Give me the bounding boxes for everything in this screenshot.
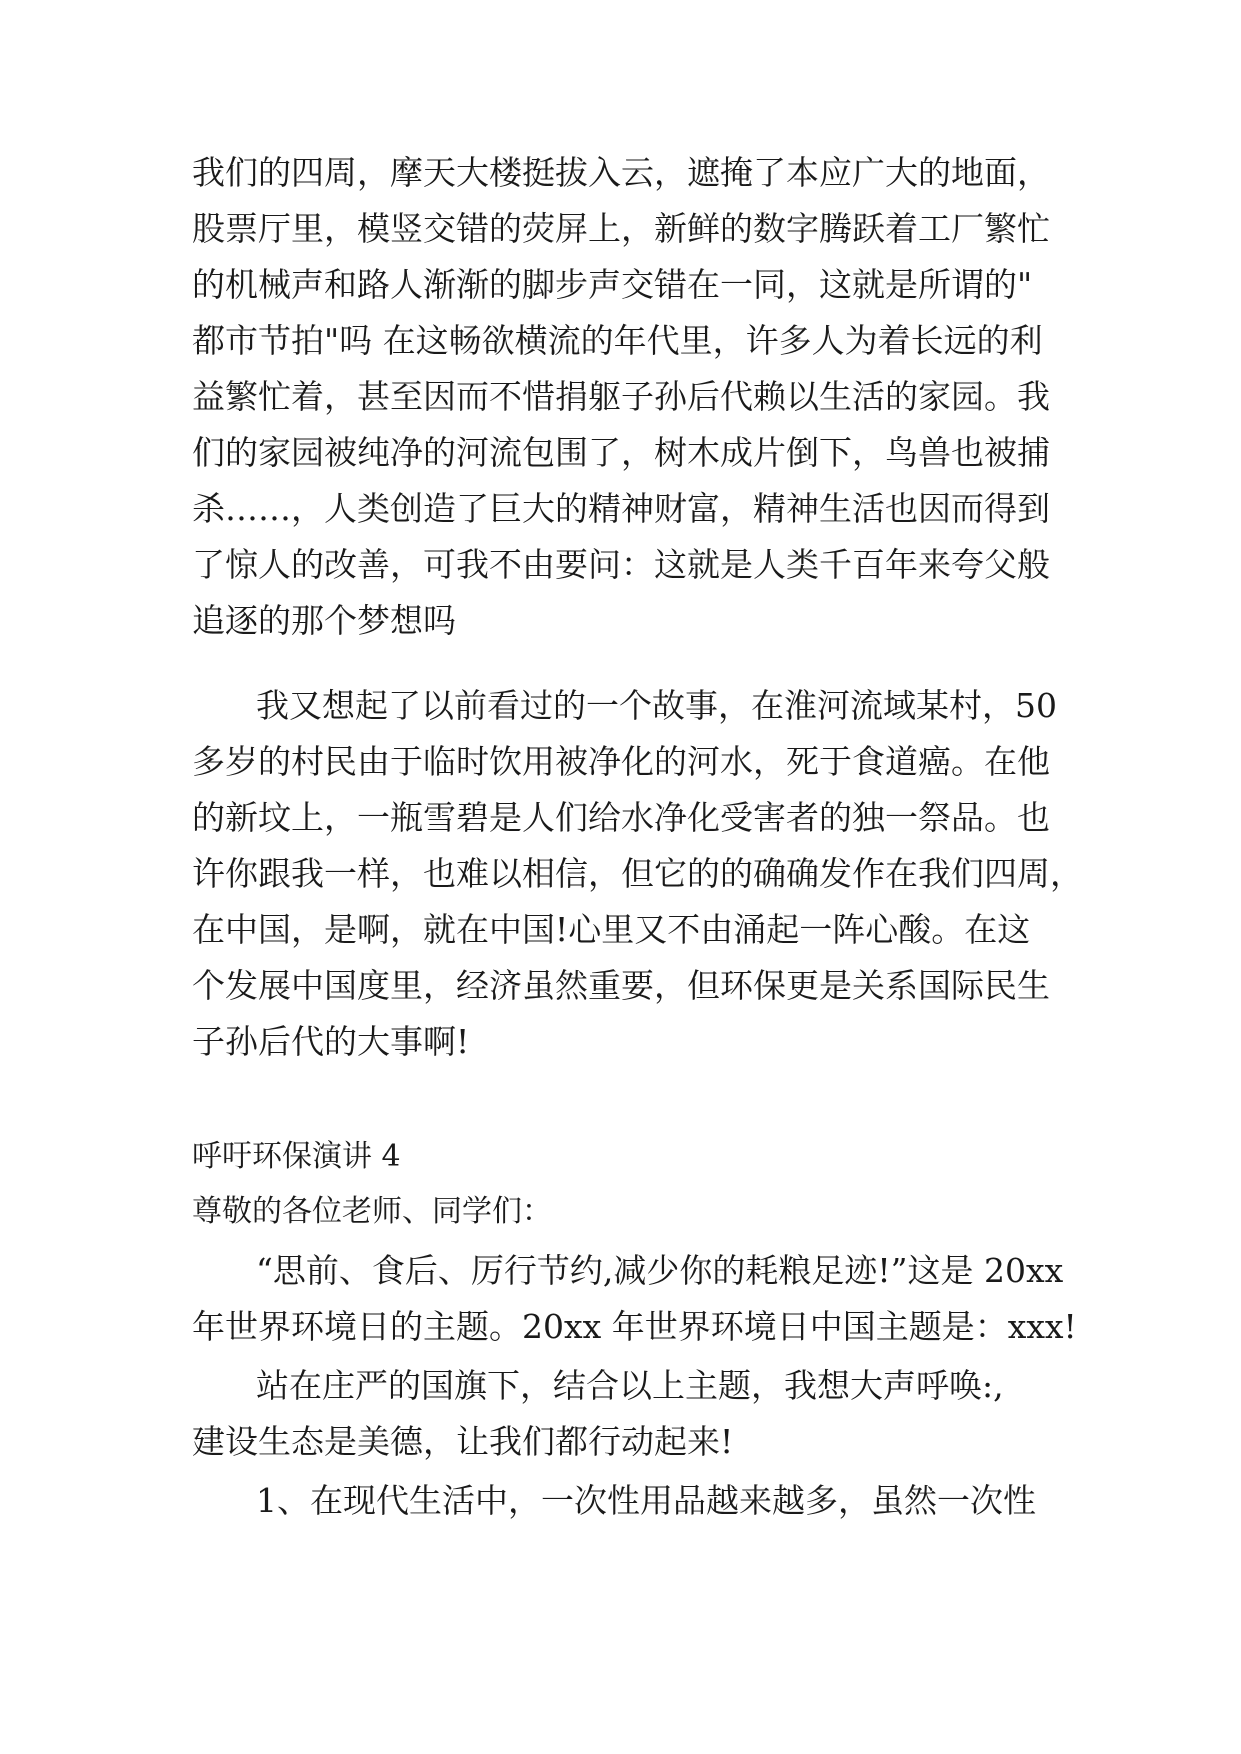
paragraph-2-line: 个发展中国度里，经济虽然重要，但环保更是关系国际民生 [192,966,1050,1005]
paragraph-5-line: 1、在现代生活中，一次性用品越来越多，虽然一次性 [256,1481,1036,1520]
paragraph-2-line: 许你跟我一样，也难以相信，但它的的确确发作在我们四周， [192,854,1083,893]
paragraph-2-line: 在中国，是啊，就在中国!心里又不由涌起一阵心酸。在这 [192,910,1031,949]
paragraph-1-line: 的机械声和路人渐渐的脚步声交错在一同，这就是所谓的" [192,265,1033,304]
paragraph-1-line: 追逐的那个梦想吗 [192,601,456,640]
paragraph-2-line: 我又想起了以前看过的一个故事，在淮河流域某村，50 [256,686,1057,725]
paragraph-4-line: 建设生态是美德，让我们都行动起来! [192,1422,734,1461]
paragraph-1-line: 我们的四周，摩天大楼挺拔入云，遮掩了本应广大的地面， [192,153,1050,192]
section-title: 呼吁环保演讲 4 [192,1139,401,1174]
paragraph-1-line: 了惊人的改善，可我不由要问：这就是人类千百年来夸父般 [192,545,1050,584]
paragraph-3-line: “思前、食后、厉行节约,减少你的耗粮足迹!”这是 20xx [256,1251,1064,1290]
paragraph-2-line: 子孙后代的大事啊! [192,1022,470,1061]
paragraph-3-line: 年世界环境日的主题。20xx 年世界环境日中国主题是：xxx! [192,1307,1077,1346]
paragraph-1-line: 杀……，人类创造了巨大的精神财富，精神生活也因而得到 [192,489,1050,528]
paragraph-1-line: 益繁忙着，甚至因而不惜捐躯子孙后代赖以生活的家园。我 [192,377,1050,416]
paragraph-4-line: 站在庄严的国旗下，结合以上主题，我想大声呼唤:, [256,1366,1004,1405]
salutation: 尊敬的各位老师、同学们： [192,1194,552,1229]
paragraph-1-line: 都市节拍"吗 在这畅欲横流的年代里，许多人为着长远的利 [192,321,1043,360]
paragraph-1-line: 们的家园被纯净的河流包围了，树木成片倒下，鸟兽也被捕 [192,433,1050,472]
paragraph-2-line: 多岁的村民由于临时饮用被净化的河水，死于食道癌。在他 [192,742,1050,781]
paragraph-1-line: 股票厅里，模竖交错的荧屏上，新鲜的数字腾跃着工厂繁忙 [192,209,1050,248]
paragraph-2-line: 的新坟上，一瓶雪碧是人们给水净化受害者的独一祭品。也 [192,798,1050,837]
